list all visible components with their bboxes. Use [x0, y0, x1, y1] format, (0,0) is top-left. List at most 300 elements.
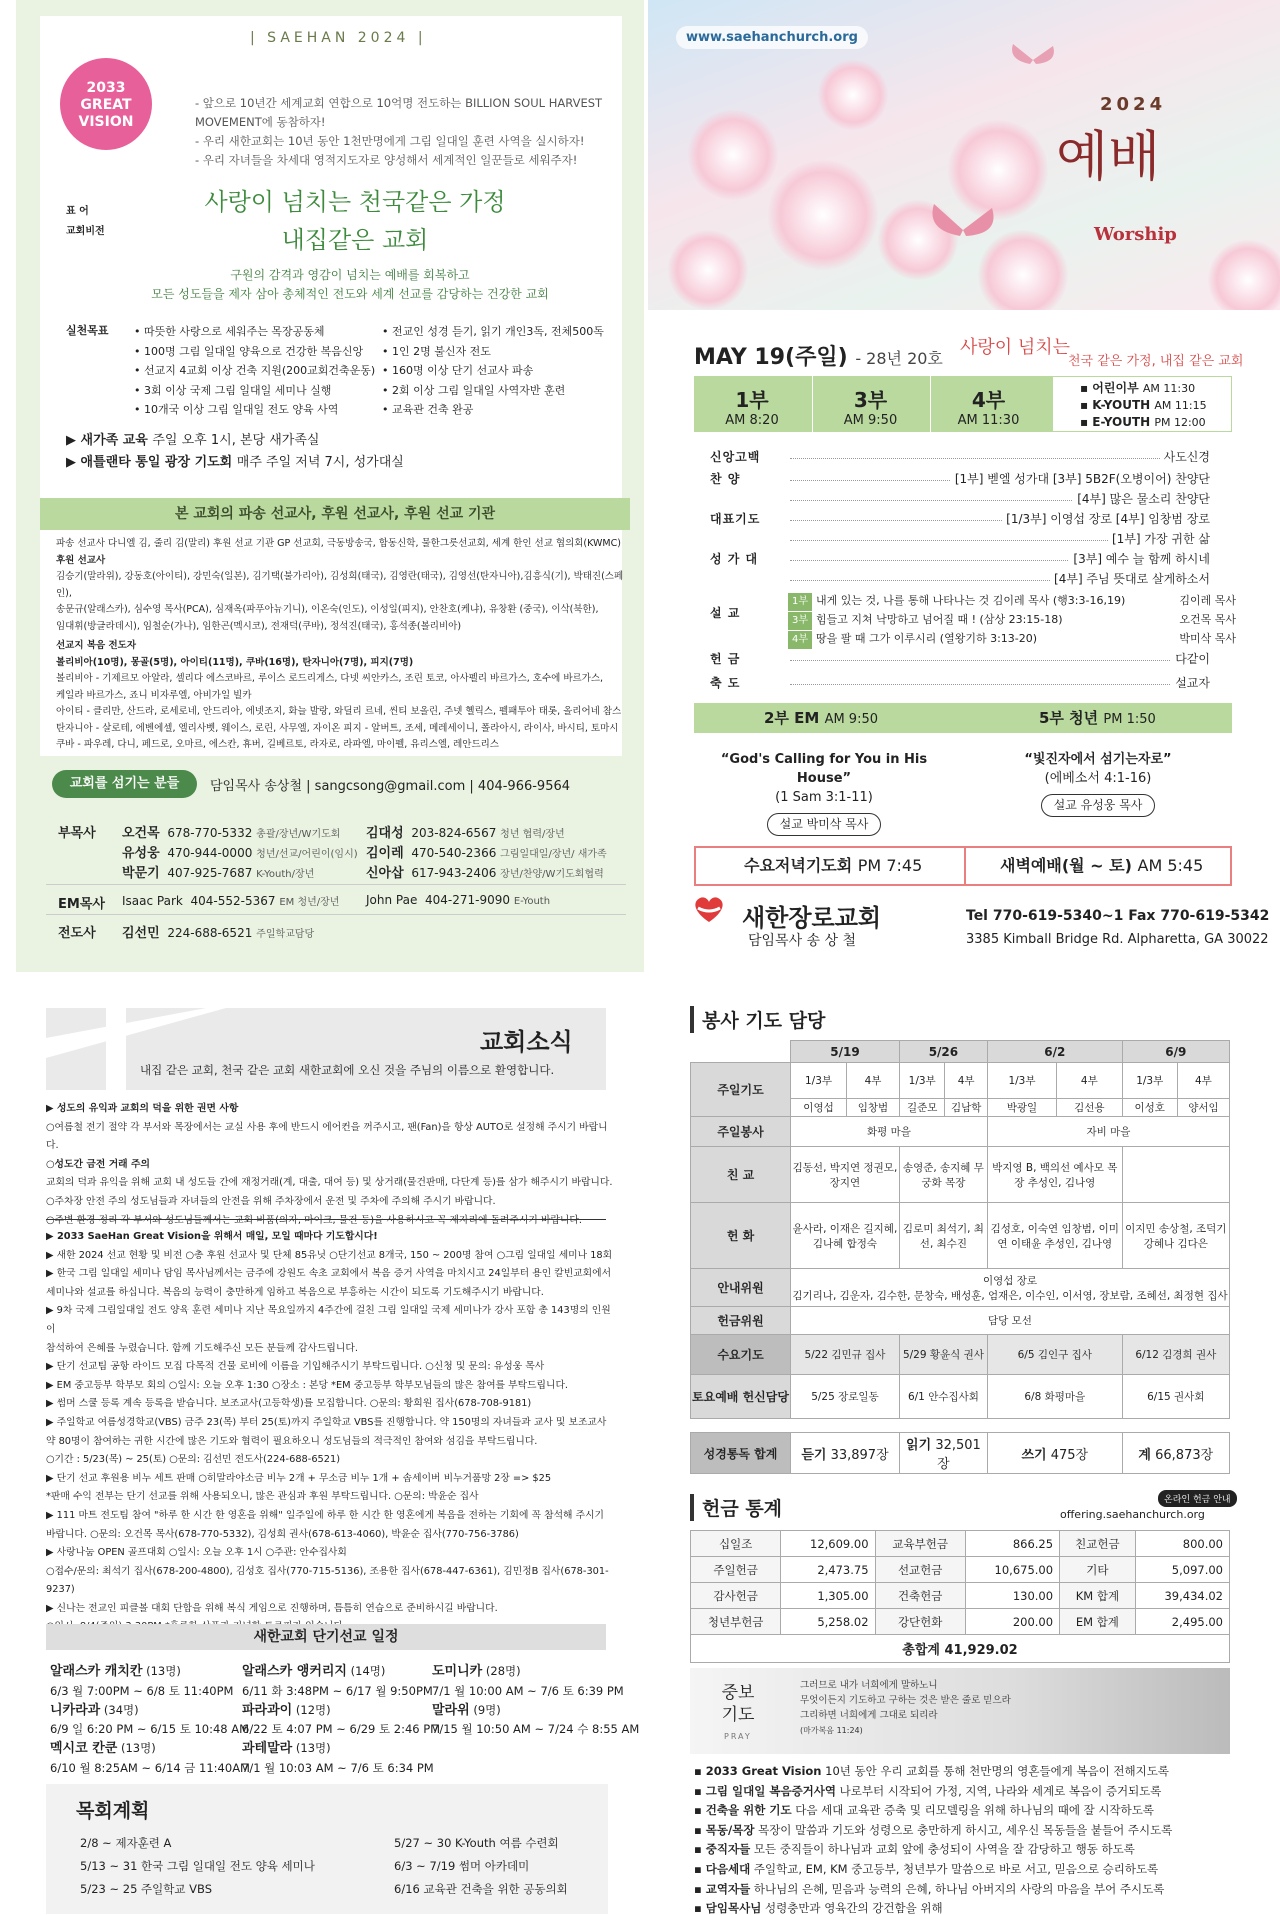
staff-role: 청년/선교/어린이(임시)	[256, 849, 358, 860]
youth-time: AM 11:30	[1142, 382, 1196, 395]
news-line: ○성도간 금전 거래 주의	[46, 1158, 150, 1170]
sermon-text: 땅을 팔 때 그가 이루시리 (열왕기하 3:13-20)	[816, 632, 1038, 645]
table-cell: KM 합계	[1060, 1583, 1136, 1609]
staff-name: 김이레	[366, 846, 404, 861]
verse-line: 그리하면 너희에게 그대로 되리라	[800, 1710, 938, 1721]
usher-leader: 이영섭 장로	[982, 1274, 1038, 1287]
plan-item: 5/23 ~ 25 주일학교 VBS	[80, 1882, 213, 1896]
youth-times	[1080, 380, 1207, 431]
order-value: [4부] 주님 뜻대로 살게하소서	[1050, 570, 1210, 587]
order-row	[710, 510, 1210, 530]
table-row	[691, 1117, 1230, 1147]
table-cell: 6/12 김경희 권사	[1122, 1335, 1229, 1375]
staff-phone: 203-824-6567	[411, 826, 497, 840]
staff-name: 김대성	[366, 826, 404, 841]
newcomer-text: 주일 오후 1시, 본당 새가족실	[152, 433, 320, 448]
order-value: 사도신경	[1160, 448, 1210, 465]
table-cell	[899, 1433, 987, 1474]
staff-phone: 678-770-5332	[167, 826, 253, 840]
trip-count: (13명)	[146, 1664, 181, 1678]
motto-line: 사랑이 넘치는 천국같은 가정	[204, 188, 506, 216]
staff-name: 박문기	[122, 866, 160, 881]
young-sermon-title: “빛진자에서 섬기는자로”	[1024, 752, 1172, 767]
order-row	[710, 470, 1210, 490]
order-value: [3부] 예수 늘 함께 하시네	[1069, 550, 1210, 567]
mission-text	[56, 536, 626, 754]
table-cell: 길준모	[899, 1099, 944, 1117]
vision-list	[195, 94, 615, 170]
dawn-service	[1000, 848, 1203, 884]
motto-sub-line: 구원의 감격과 영감이 넘치는 예배를 회복하고	[230, 268, 470, 282]
vision-line: - 우리 자녀들을 차세대 영적지도자로 양성해서 세계적인 일꾼들로 세워주자!	[195, 153, 578, 167]
prayer-banner	[690, 1668, 1230, 1754]
unification-head: ▶ 애틀랜타 통일 광장 기도회	[66, 455, 233, 470]
prayer-head: ▪ 2033 Great Vision	[694, 1764, 822, 1778]
table-cell: EM 합계	[1060, 1609, 1136, 1635]
news-line: ▶ 성도의 유익과 교회의 덕을 위한 권면 사항	[46, 1103, 239, 1114]
prayer-head: ▪ 교역자들	[694, 1881, 751, 1896]
blossom	[668, 230, 748, 310]
bible-key: 계	[1138, 1447, 1151, 1463]
table-cell: 교육부헌금	[875, 1531, 965, 1557]
youth-row	[1080, 414, 1207, 431]
prayer-item	[694, 1840, 1234, 1860]
trip-item	[242, 1701, 440, 1721]
motto-line: 내집같은 교회	[281, 226, 429, 254]
motto-subtitle	[140, 266, 560, 304]
trip-item	[50, 1662, 250, 1682]
table-cell: 10,675.00	[965, 1557, 1059, 1583]
badge-word2: VISION	[78, 114, 134, 130]
table-row	[691, 1041, 1230, 1063]
news-line: ▶ 새한 2024 선교 현황 및 비전 ○총 후원 선교사 및 단체 85유닛 ○단기선교 8개국, 150 ~ 200명 참여 ○그림 일대일 세미나 18회	[46, 1249, 613, 1261]
trip-place: 니카라과	[50, 1702, 101, 1718]
row-label: 안내위원	[691, 1269, 791, 1307]
table-cell: 1/3부	[791, 1063, 847, 1099]
table-cell: 이지민 송상철, 조덕기 강혜나 김다은	[1122, 1203, 1229, 1269]
staff-name: 오건목	[122, 826, 160, 841]
table-cell: 자비 마을	[987, 1117, 1229, 1147]
offering-title: 헌금 통계	[690, 1494, 782, 1521]
staff-category: 전도사	[58, 926, 96, 941]
practice-label: 실천목표	[66, 324, 109, 337]
young-time: PM 1:50	[1103, 712, 1156, 727]
table-cell: 6/15 권사회	[1122, 1375, 1229, 1419]
practice-list-right	[382, 322, 604, 420]
trip-place: 도미니카	[432, 1664, 483, 1679]
table-row	[691, 1335, 1230, 1375]
trip-count: (12명)	[295, 1702, 331, 1717]
sermon-label: 설 교	[710, 606, 741, 620]
practice-item: • 2회 이상 그림 일대일 사역자반 훈련	[382, 383, 566, 397]
table-cell: 김로미 최석기, 최선, 최수진	[899, 1203, 987, 1269]
practice-item: • 선교지 4교회 이상 건축 지원(200교회건축운동)	[134, 364, 376, 377]
order-value: [4부] 많은 물소리 찬양단	[1073, 490, 1210, 507]
table-row	[691, 1531, 1230, 1557]
mission-line: 파송 선교사 다니엘 김, 줄리 김(말리) 후원 선교 기관 GP 선교회, 극동방송국, 합동신학, 물한그릇선교회, 세계 한인 선교 협의회(KWMC)	[56, 538, 621, 549]
newcomer-line	[66, 430, 404, 452]
staff-role: 청년 협력/장년	[500, 829, 565, 840]
table-cell: 2,495.00	[1135, 1609, 1229, 1635]
wed-time: PM 7:45	[857, 856, 923, 875]
mission-line: 쿠바 - 파우레, 다니, 페드로, 오마르, 에스칸, 휴버, 길베르토, 라자로, 라파엘, 마이펠, 유리스엘, 레안드리스	[56, 739, 499, 750]
news-line: 참석하여 은혜를 누렸습니다. 함께 기도해주신 모든 분들께 감사드립니다.	[46, 1342, 358, 1354]
service-name: 4부	[971, 388, 1006, 412]
order-row	[710, 490, 1210, 510]
prayer-head: ▪ 중직자들	[694, 1842, 751, 1857]
news-line: *판매 수익 전부는 단기 선교를 위해 사용되오니, 많은 관심과 후원 부탁드립니다. ○문의: 박윤순 집사	[46, 1491, 479, 1503]
order-row	[710, 570, 1210, 590]
vision-line: - 앞으로 10년간 세계교회 연합으로 10억명 전도하는 BILLION SOUL HARVEST MOVEMENT에 동참하자!	[195, 96, 603, 129]
sermon-preacher: 김이레 목사	[1179, 594, 1236, 607]
mission-line: 볼리비아(10명), 몽골(5명), 아이티(11명), 쿠바(16명), 탄자니아(7명), 피지(7명)	[56, 656, 414, 668]
unification-line	[66, 452, 404, 474]
mission-line: 탄자니아 - 살로테, 에벤에셀, 엘리사벳, 웨이스, 로린, 사무엘, 자이온 피지 - 알버트, 조세, 메레세이니, 폴라아시, 라이사, 바시티, 토마시	[56, 722, 619, 734]
website-url[interactable]: www.saehanchurch.org	[676, 26, 868, 49]
staff-name: 김선민	[122, 926, 160, 941]
online-offering-url[interactable]: offering.saehanchurch.org	[1060, 1508, 1205, 1521]
table-row	[691, 1269, 1230, 1307]
staff-phone: 617-943-2406	[411, 866, 497, 880]
bible-key: 읽기	[906, 1438, 932, 1453]
young-service	[1039, 703, 1156, 735]
table-cell: 윤사라, 이재은 길지혜, 김나혜 합정숙	[791, 1203, 900, 1269]
trip-item	[50, 1701, 250, 1721]
order-label: 신앙고백	[710, 450, 761, 464]
news-block-2	[46, 1228, 616, 1637]
youth-time: AM 11:15	[1154, 399, 1207, 412]
table-cell: 김동선, 박지연 정권모, 장지연	[791, 1147, 900, 1203]
trip-date: 6/10 월 8:25AM ~ 6/14 금 11:40AM	[50, 1760, 250, 1775]
motto-label-2: 교회비전	[66, 226, 105, 237]
staff-role: EM 청년/장년	[279, 897, 340, 908]
sermon-preacher: 박미삭 목사	[1179, 632, 1236, 645]
staff-row	[122, 822, 340, 841]
prayer-label-1: 중보	[721, 1683, 755, 1703]
service-name: 1부	[735, 388, 769, 412]
young-name: 5부 청년	[1039, 709, 1099, 727]
trip-place: 말라위	[432, 1702, 470, 1718]
online-offering-badge: 온라인 헌금 안내	[1158, 1490, 1237, 1507]
row-label: 수요기도	[691, 1335, 791, 1375]
staff-name: John Pae	[366, 893, 418, 907]
prayer-text: 다음 세대 교육관 증축 및 리모델링을 위해 하나님의 때에 잘 시작하도록	[791, 1803, 1154, 1818]
prayer-item	[694, 1782, 1234, 1802]
table-row	[691, 1063, 1230, 1099]
prayer-text: 목장이 말씀과 기도와 성령으로 충만하게 하시고, 세우신 목동들을 붙들어 주시도록	[754, 1822, 1173, 1837]
church-address: 3385 Kimball Bridge Rd. Alpharetta, GA 30022	[966, 932, 1269, 947]
prayer-item	[694, 1880, 1234, 1900]
blossom	[818, 60, 888, 130]
staff-row	[366, 842, 607, 861]
staff-name: 유성웅	[122, 846, 160, 861]
news-line: ▶ 사랑나눔 OPEN 골프대회 ○일시: 오늘 오후 1시 ○주관: 안수집사회	[46, 1547, 347, 1559]
table-cell	[691, 1419, 1230, 1433]
sermon-text: 내게 있는 것, 나를 통해 나타나는 것 김이레 목사 (행3:3-16,19)	[816, 594, 1126, 607]
sermon-list	[788, 592, 1236, 649]
church-contact	[966, 904, 1269, 952]
order-dots	[790, 684, 1210, 685]
service-time: AM 11:30	[957, 413, 1020, 428]
news-line: 바랍니다. ○문의: 오건목 목사(678-770-5332), 김성희 권사(678-613-4060), 박윤순 집사(770-756-3786)	[46, 1528, 519, 1540]
week-header: 6/9	[1122, 1041, 1229, 1063]
table-row	[691, 1557, 1230, 1583]
youth-name: ▪ K-YOUTH	[1080, 398, 1151, 412]
table-cell: 청년부헌금	[691, 1609, 781, 1635]
sermon-tag: 3부	[788, 612, 812, 630]
table-cell: 십일조	[691, 1531, 781, 1557]
sermon-tag: 1부	[788, 593, 812, 611]
bible-key: 쓰기	[1021, 1447, 1047, 1463]
motto-handwritten: 사랑이 넘치는	[960, 337, 1071, 358]
plan-item: 6/3 ~ 7/19 썸머 아카데미	[394, 1859, 530, 1873]
young-sermon	[968, 750, 1228, 817]
mission-line: 케일라 바르가스, 죠니 비자루엘, 아비가일 빌카	[56, 689, 252, 701]
staff-role: K-Youth/장년	[256, 869, 315, 880]
mission-line: 송문규(알래스카), 심수영 목사(PCA), 심재옥(파푸아뉴기니), 이온숙(인도), 이성일(피지), 안찬호(케냐), 유창환 (중국), 이삭(북한),	[56, 604, 599, 615]
row-label: 헌 화	[691, 1203, 791, 1269]
em-sermon-title: “God's Calling for You in His House”	[720, 752, 928, 786]
news-line: ▶ 2033 SaeHan Great Vision을 위해서 매일, 모일 때마다 기도합시다!	[46, 1231, 378, 1242]
staff-category: EM목사	[58, 897, 105, 912]
plan-list-right	[394, 1832, 568, 1901]
prayer-text: 하나님의 은혜, 믿음과 능력의 은혜, 하나님 아버지의 사랑의 마음을 부어 주시도록	[750, 1881, 1165, 1896]
church-logo-icon	[690, 894, 728, 924]
staff-row	[122, 893, 339, 908]
trip-count: (13명)	[120, 1741, 156, 1756]
trip-item	[432, 1701, 639, 1721]
trip-date: 6/11 화 3:48PM ~ 6/17 월 9:50PM	[242, 1683, 433, 1698]
sermon-preacher: 오건목 목사	[1179, 613, 1236, 626]
table-cell: 4부	[945, 1063, 988, 1099]
plan-item: 2/8 ~ 제자훈련 A	[80, 1836, 172, 1850]
staff-role: 총괄/장년/W기도회	[256, 829, 341, 840]
table-cell: 5/25 장로일동	[791, 1375, 900, 1419]
sermon-tag: 4부	[788, 631, 812, 649]
motto-label-1: 표 어	[66, 206, 89, 217]
table-cell: 12,609.00	[781, 1531, 875, 1557]
table-row	[691, 1375, 1230, 1419]
butterfly-icon	[1008, 40, 1058, 80]
vision-line: - 우리 새한교회는 10년 동안 1천만명에게 그림 일대일 훈련 사역을 실시하자!	[195, 134, 585, 148]
news-line: ○주차장 안전 주의 성도님들과 자녀들의 안전을 위해 주차장에서 운전 및 주차에 주의해 주시기 바랍니다.	[46, 1195, 496, 1207]
practice-item: • 교육관 건축 완공	[382, 403, 474, 416]
staff-row	[366, 822, 565, 841]
offering-table	[690, 1530, 1230, 1663]
table-cell: 이성호	[1122, 1099, 1177, 1117]
table-cell: 감사헌금	[691, 1583, 781, 1609]
trip-place: 멕시코 칸쿤	[50, 1741, 118, 1757]
staff-row	[366, 862, 604, 881]
news-line: ▶ 한국 그림 일대일 세미나 담임 목사님께서는 금주에 강원도 속초 교회에서 복음 증거 사역을 마치시고 24일부터 용인 칼빈교회에서	[46, 1268, 612, 1280]
practice-item: • 10개국 이상 그림 일대일 전도 양육 사역	[134, 403, 339, 416]
duty-title: 봉사 기도 담당	[690, 1006, 825, 1033]
staff-row	[58, 822, 96, 841]
week-header: 5/19	[791, 1041, 900, 1063]
table-cell: 1/3부	[1122, 1063, 1177, 1099]
church-phone: Tel 770-619-5340~1 Fax 770-619-5342	[966, 908, 1270, 924]
sermon-row	[788, 630, 1236, 649]
prayer-label-en: PRAY	[724, 1732, 752, 1741]
trip-column	[432, 1662, 639, 1739]
motto-sub-line: 모든 성도들을 제자 삼아 총체적인 전도와 세계 선교를 감당하는 건강한 교회	[151, 287, 549, 301]
issue-number: - 28년 20호	[855, 349, 943, 368]
prayer-text: 성령충만과 영육간의 강건함을 위해	[761, 1901, 943, 1915]
trip-place: 과테말라	[242, 1741, 293, 1757]
news-line: ○여름철 전기 절약 각 부서와 목장에서는 교실 사용 후에 반드시 에어컨을 꺼주시고, 팬(Fan)을 항상 AUTO로 설정해 주시기 바랍니다.	[46, 1121, 608, 1152]
table-row	[691, 1419, 1230, 1433]
table-cell: 5,258.02	[781, 1609, 875, 1635]
church-pastor: 담임목사 송 상 철	[748, 933, 857, 949]
table-cell: 1,305.00	[781, 1583, 875, 1609]
order-dots	[790, 458, 1210, 459]
service-date	[694, 340, 943, 371]
extra-info	[66, 430, 404, 474]
trip-count: (9명)	[473, 1702, 501, 1717]
mission-line: 아이티 - 클리만, 산드라, 로세로네, 안드리아, 에넷조지, 화늘 발랑, 와딜리 르네, 씬티 보올린, 주넷 헬릭스, 펠패투아 태롯, 올리어네 참스	[56, 706, 622, 717]
staff-phone: 470-540-2366	[411, 846, 497, 860]
table-cell: 임창범	[847, 1099, 900, 1117]
practice-item: • 3회 이상 국제 그림 일대일 세미나 실행	[134, 383, 332, 397]
unification-text: 매주 주일 저녁 7시, 성가대실	[236, 455, 404, 470]
order-row	[710, 550, 1210, 570]
prayer-text: 주일학교, EM, KM 중고등부, 청년부가 말씀으로 바로 서고, 믿음으로 승리하도록	[750, 1861, 1159, 1876]
staff-row	[122, 922, 314, 941]
service-3	[812, 376, 928, 432]
news-line: 세미나와 설교를 하십니다. 복음의 능력이 충만하게 임하고 복음으로 부흥하는 시간이 되도록 기도해주시기 바랍니다.	[46, 1286, 544, 1298]
prayer-item	[694, 1860, 1234, 1880]
news-line: ○주변 환경 정리 각 부서와 성도님들께서는 교회 비품(의자, 마이크, 물건 등)을 사용하시고 꼭 제자리에 돌려주시기 바랍니다.	[46, 1214, 582, 1226]
practice-item: • 전교인 성경 듣기, 읽기 개인3독, 전체500독	[382, 325, 604, 338]
youth-name: ▪ 어린이부	[1080, 381, 1139, 395]
prayer-text: 10년 동안 우리 교회를 통해 천만명의 영혼들에게 복음이 전해지도록	[821, 1764, 1169, 1778]
motto-label	[66, 202, 105, 242]
staff-phone: 404-552-5367	[190, 894, 276, 908]
mission-bar: 본 교회의 파송 선교사, 후원 선교사, 후원 선교 기관	[40, 498, 630, 530]
trip-count: (14명)	[350, 1664, 386, 1678]
practice-item: • 160명 이상 단기 선교사 파송	[382, 364, 534, 377]
staff-name: 신아삽	[366, 866, 404, 881]
em-name: 2부 EM	[764, 709, 820, 727]
staff-phone: 407-925-7687	[167, 866, 253, 880]
trip-place: 파라과이	[242, 1702, 293, 1718]
prayer-verse	[800, 1678, 1011, 1738]
plan-item: 5/13 ~ 31 한국 그림 일대일 전도 양육 세미나	[80, 1859, 315, 1873]
order-row	[710, 650, 1210, 670]
news-line: ▶ EM 중고등부 학부모 회의 ○일시: 오늘 오후 1:30 ○장소 : 본당 *EM 중고등부 학부모님들의 많은 참여를 부탁드립니다.	[46, 1379, 569, 1391]
table-cell: 866.25	[965, 1531, 1059, 1557]
table-cell: 선교헌금	[875, 1557, 965, 1583]
news-divider	[46, 1219, 606, 1220]
table-cell: 4부	[847, 1063, 900, 1099]
em-young-bar	[694, 703, 1232, 733]
bible-value: 475장	[1050, 1447, 1089, 1463]
trip-date: 6/22 토 4:07 PM ~ 6/29 토 2:46 PM	[242, 1722, 441, 1737]
table-cell: 송영준, 송지혜 무궁화 목장	[899, 1147, 987, 1203]
senior-pastor-line: 담임목사 송상철 | sangcsong@gmail.com | 404-966-9564	[210, 779, 571, 794]
table-cell: 기타	[1060, 1557, 1136, 1583]
table-cell: 양서임	[1177, 1099, 1229, 1117]
dawn-name: 새벽예배(월 ~ 토)	[1000, 856, 1132, 875]
wed-service	[744, 848, 922, 884]
trip-item	[242, 1739, 440, 1759]
news-block-1	[46, 1100, 616, 1230]
staff-phone: 470-944-0000	[167, 846, 253, 860]
bible-value: 33,897장	[830, 1447, 889, 1463]
divider	[964, 848, 966, 884]
trip-count: (28명)	[485, 1664, 521, 1678]
ministry-plan-title: 목회계획	[76, 1800, 150, 1822]
news-line: 교회의 덕과 유익을 위해 교회 내 성도들 간에 재정거래(계, 대출, 대여 등) 및 상거래(물건판매, 다단계 등)를 삼가 해주시기 바랍니다.	[46, 1177, 613, 1189]
order-label: 찬 양	[710, 472, 741, 486]
table-cell: 200.00	[965, 1609, 1059, 1635]
youth-row	[1080, 397, 1207, 414]
trip-date: 6/9 일 6:20 PM ~ 6/15 토 10:48 AM	[50, 1722, 250, 1737]
week-header: 5/26	[899, 1041, 987, 1063]
table-cell: 김선용	[1057, 1099, 1123, 1117]
order-row	[710, 530, 1210, 550]
staff-row	[366, 893, 550, 907]
plan-list-left	[80, 1832, 315, 1901]
prayer-head: ▪ 건축을 위한 기도	[694, 1803, 792, 1818]
trip-place: 알래스카 캐치칸	[50, 1664, 143, 1679]
table-cell: 5/29 황윤식 권사	[899, 1335, 987, 1375]
table-cell	[1122, 1433, 1229, 1474]
row-label: 토요예배 헌신담당	[691, 1375, 791, 1419]
verse-line: 무엇이든지 기도하고 구하는 것은 받은 줄로 믿으라	[800, 1695, 1011, 1706]
mission-line: 임대휘(방글라데시), 임철순(가나), 임한곤(멕시코), 전재덕(쿠바), 정석진(태국), 홍석종(볼리비아)	[56, 620, 462, 632]
table-cell	[691, 1041, 791, 1063]
verse-ref: (마가복음 11:24)	[800, 1726, 863, 1735]
table-cell: 130.00	[965, 1583, 1059, 1609]
table-cell: 5/22 김민규 집사	[791, 1335, 900, 1375]
motto-title	[195, 183, 515, 259]
staff-divider	[46, 914, 626, 915]
worship-title: 예배	[1056, 125, 1161, 188]
row-label: 주일기도	[691, 1063, 791, 1117]
young-preacher: 설교 유성웅 목사	[1041, 794, 1156, 817]
em-time: AM 9:50	[824, 712, 878, 727]
order-row	[710, 674, 1210, 694]
butterfly-icon	[928, 200, 998, 260]
mission-line: 김승기(말라위), 강동호(아이티), 강민숙(일본), 김기택(불가리아), 김성희(태국), 김영란(태국), 김영선(탄자니아),김흥식(기), 박태진(스페인),	[56, 571, 624, 599]
order-label: 축 도	[710, 676, 741, 690]
trip-item	[50, 1739, 250, 1759]
mission-trip-bar: 새한교회 단기선교 일정	[46, 1624, 606, 1650]
youth-row	[1080, 380, 1207, 397]
prayer-item	[694, 1899, 1234, 1915]
motto-small: 천국 같은 가정, 내집 같은 교회	[1068, 354, 1244, 369]
em-sermon-ref: (1 Sam 3:1-11)	[775, 790, 873, 805]
plan-item: 6/16 교육관 건축을 위한 공동의회	[394, 1882, 568, 1896]
table-cell	[791, 1269, 1230, 1307]
staff-phone: 224-688-6521	[167, 926, 253, 940]
sermon-row	[788, 592, 1236, 611]
church-name: 새한장로교회	[742, 904, 882, 932]
table-cell: 2,473.75	[781, 1557, 875, 1583]
table-cell: 박광일	[987, 1099, 1056, 1117]
blossom	[768, 160, 878, 270]
service-name: 3부	[853, 388, 888, 412]
trip-column	[50, 1662, 250, 1778]
table-cell: 김남학	[945, 1099, 988, 1117]
bible-value: 66,873장	[1155, 1447, 1214, 1463]
staff-row	[122, 862, 314, 881]
bible-key: 듣기	[801, 1447, 827, 1463]
service-time: AM 8:20	[725, 413, 779, 428]
order-value: [1부] 벧엘 성가대 [3부] 5B2F(오병이어) 찬양단	[951, 470, 1210, 487]
table-cell: 6/8 화평마을	[987, 1375, 1122, 1419]
